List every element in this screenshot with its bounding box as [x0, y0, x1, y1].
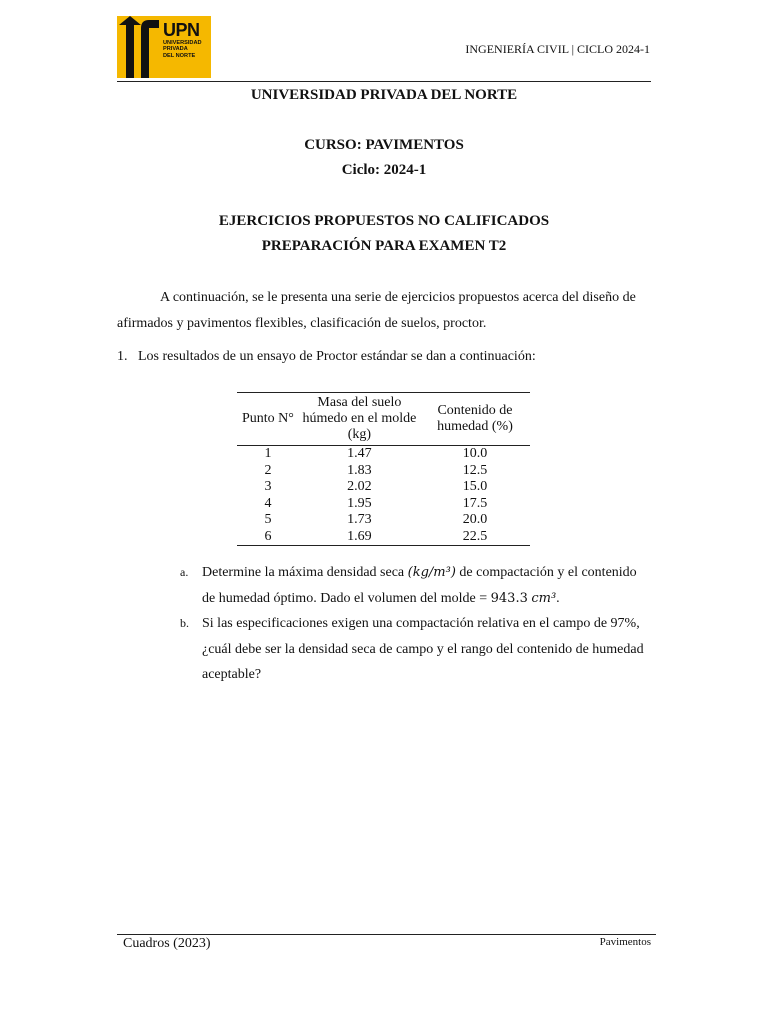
upn-logo	[117, 16, 211, 78]
cell-mass: 1.69	[299, 529, 420, 546]
table-row	[237, 446, 530, 463]
header-course-label: INGENIERÍA CIVIL | CICLO 2024-1	[465, 42, 650, 56]
footer-divider	[117, 934, 656, 935]
footer-citation: Cuadros (2023)	[123, 936, 211, 951]
exercise-number: 1.	[117, 349, 128, 364]
unit-density: (kg/m³)	[407, 565, 456, 580]
logo-wordmark: UPN UNIVERSIDAD PRIVADA DEL NORTE	[163, 20, 202, 59]
cell-point: 5	[264, 512, 272, 527]
footer-course: Pavimentos	[599, 936, 651, 948]
exercise-text: Los resultados de un ensayo de Proctor estándar se dan a continuación:	[138, 349, 536, 364]
header-divider	[117, 81, 651, 82]
intro-paragraph: A continuación, se le presenta una serie de ejercicios propuestos acerca del diseño de afirmados y pavimentos flexibles, clasificación de suelos, proctor.	[117, 290, 636, 331]
cell-moisture: 20.0	[462, 512, 488, 527]
table-row	[237, 529, 530, 546]
cell-moisture: 15.0	[462, 479, 488, 494]
table-row	[237, 496, 530, 513]
cell-point: 6	[237, 529, 299, 546]
logo-subtitle: UNIVERSIDAD PRIVADA DEL NORTE	[163, 40, 202, 59]
cell-point: 4	[264, 495, 272, 511]
question-b: b. Si las especificaciones exigen una compactación relativa en el campo de 97%, ¿cuál debe ser la densidad seca de campo y el rango del contenido de humedad aceptable?	[180, 611, 652, 688]
mold-volume: 943.3	[490, 590, 528, 606]
cell-point: 3	[264, 479, 272, 494]
cycle-title: Ciclo: 2024-1	[341, 162, 427, 178]
cell-moisture: 17.5	[462, 495, 488, 511]
question-label: b.	[180, 616, 189, 630]
course-title: CURSO: PAVIMENTOS	[304, 137, 464, 153]
exercises-title: EJERCICIOS PROPUESTOS NO CALIFICADOS	[218, 213, 550, 229]
column-header-point: Punto N°	[237, 393, 299, 446]
table-header-row	[237, 393, 530, 446]
cell-mass: 1.83	[347, 462, 372, 478]
cell-mass: 1.73	[347, 512, 372, 527]
cell-moisture: 10.0	[462, 446, 488, 461]
proctor-table	[237, 392, 530, 546]
cell-mass: 1.47	[347, 446, 372, 461]
column-header-moisture: Contenido de humedad (%)	[420, 393, 530, 446]
column-header-mass: Masa del suelo húmedo en el molde (kg)	[299, 393, 420, 446]
table-row	[237, 512, 530, 529]
upn-arrow-icon	[117, 16, 163, 78]
university-title: UNIVERSIDAD PRIVADA DEL NORTE	[250, 87, 518, 103]
exercise-1	[117, 344, 651, 370]
table-row	[237, 463, 530, 480]
question-label: a.	[180, 565, 189, 579]
cell-mass: 1.95	[347, 495, 372, 511]
table-row	[237, 479, 530, 496]
cell-point: 2	[264, 462, 272, 478]
cell-moisture: 12.5	[462, 462, 488, 478]
cell-moisture: 22.5	[420, 529, 530, 546]
unit-volume: cm³	[531, 590, 557, 606]
question-a: a. Determine la máxima densidad seca (kg/m³) de compactación y el contenido de humedad óptimo. Dado el volumen del molde = 943.3 cm³.	[180, 560, 652, 611]
cell-mass: 2.02	[347, 479, 372, 494]
prep-title: PREPARACIÓN PARA EXAMEN T2	[261, 238, 507, 254]
cell-point: 1	[264, 446, 272, 461]
